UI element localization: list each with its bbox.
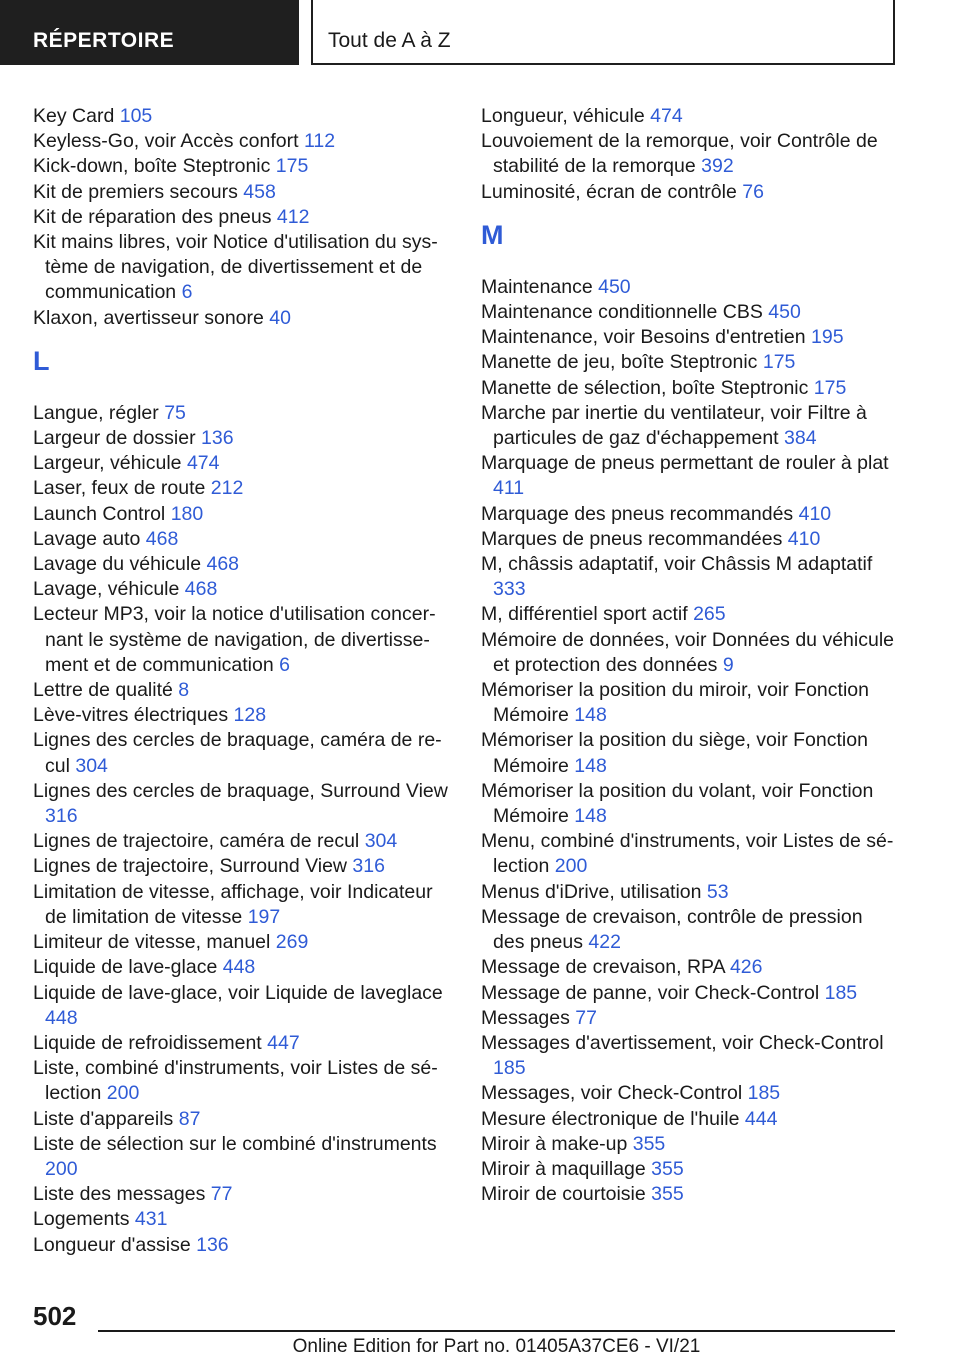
page-reference-link[interactable]: 431 <box>134 1208 168 1231</box>
index-entry-text: Kit de réparation des pneus <box>33 205 272 228</box>
index-entry-text: Lettre de qualité <box>33 679 173 702</box>
index-entry <box>481 552 899 602</box>
index-entry <box>33 129 451 154</box>
index-entry <box>481 180 899 205</box>
page-reference-link[interactable]: 40 <box>269 306 291 329</box>
index-entry <box>33 1207 451 1232</box>
index-entry-text: Marques de pneus recommandées <box>481 527 783 550</box>
index-entry-text: Laser, feux de route <box>33 477 206 500</box>
index-entry <box>33 180 451 205</box>
page-reference-link[interactable]: 200 <box>554 855 588 878</box>
index-entry <box>481 905 899 955</box>
page-reference-link[interactable]: 200 <box>45 1157 78 1180</box>
page-reference-link[interactable]: 185 <box>824 981 858 1004</box>
index-entry <box>481 728 899 778</box>
page-reference-link[interactable]: 185 <box>747 1082 781 1105</box>
index-entry <box>33 779 451 829</box>
index-entry-text: Liquide de lave-glace, voir Liquide de laveglace <box>33 981 443 1004</box>
index-entry-text: Liquide de refroidissement <box>33 1031 262 1054</box>
page-reference-link[interactable]: 304 <box>75 754 108 777</box>
page-reference-link[interactable]: 412 <box>276 205 310 228</box>
page-reference-link[interactable]: 87 <box>178 1107 201 1130</box>
index-entry <box>33 1182 451 1207</box>
index-entry <box>481 1132 899 1157</box>
index-entry-text: Messages, voir Check-Control <box>481 1082 743 1105</box>
page-reference-link[interactable]: 53 <box>706 880 729 903</box>
page-reference-link[interactable]: 77 <box>575 1006 597 1029</box>
index-entry-text: Message de crevaison, RPA <box>481 956 725 979</box>
index-entry <box>481 628 899 678</box>
page-reference-link[interactable]: 148 <box>574 754 607 777</box>
page-reference-link[interactable]: 450 <box>598 275 631 298</box>
page-reference-link[interactable]: 148 <box>574 704 607 727</box>
index-entry <box>33 306 451 331</box>
index-entry-text: Miroir de courtoisie <box>481 1183 646 1206</box>
index-entry-text: Logements <box>33 1208 130 1231</box>
index-entry <box>33 476 451 501</box>
index-entry-text: Keyless-Go, voir Accès confort <box>33 130 299 153</box>
index-entry-text: Mémoriser la position du miroir, voir Fonction Mémoire <box>481 679 869 727</box>
index-entry <box>481 104 899 129</box>
section-tab: RÉPERTOIRE <box>0 0 299 65</box>
index-entry <box>481 1006 899 1031</box>
page-reference-link[interactable]: 333 <box>493 578 526 601</box>
page-reference-link[interactable]: 410 <box>787 527 821 550</box>
index-entry-text: Liste des messages <box>33 1183 206 1206</box>
index-entry <box>481 779 899 829</box>
index-entry-text: Maintenance conditionnelle CBS <box>481 301 763 324</box>
page-reference-link[interactable]: 448 <box>45 1006 78 1029</box>
page-reference-link[interactable]: 200 <box>106 1082 140 1105</box>
index-entry-text: Marquage des pneus recommandés <box>481 502 794 525</box>
index-entry <box>33 1056 451 1106</box>
page-number: 502 <box>33 1301 77 1331</box>
page-reference-link[interactable]: 426 <box>729 956 763 979</box>
index-entry-text: Messages <box>481 1006 570 1029</box>
index-entry-text: Liste, combiné d'instruments, voir Listes de sélection <box>33 1057 438 1105</box>
index-entry <box>33 981 451 1031</box>
index-letter-heading: L <box>33 345 50 376</box>
page-reference-link[interactable]: 355 <box>651 1157 684 1180</box>
page-reference-link[interactable]: 316 <box>45 805 78 828</box>
index-entry-text: M, châssis adaptatif, voir Châssis M adaptatif <box>481 553 873 576</box>
page-reference-link[interactable]: 474 <box>650 105 683 127</box>
index-entry-text: Maintenance <box>481 275 593 298</box>
page-reference-link[interactable]: 422 <box>588 931 621 954</box>
index-entry-text: Mesure électronique de l'huile <box>481 1107 740 1130</box>
index-entry <box>481 602 899 627</box>
page-reference-link[interactable]: 6 <box>279 653 290 676</box>
index-entry-text: Lavage auto <box>33 527 141 550</box>
page-reference-link[interactable]: 76 <box>742 180 764 203</box>
index-entry-text: Kit de premiers secours <box>33 180 238 203</box>
index-entry-text: Manette de jeu, boîte Steptronic <box>481 351 758 374</box>
index-entry <box>481 275 899 300</box>
index-entry-text: Message de panne, voir Check-Control <box>481 981 820 1004</box>
index-entry <box>33 205 451 230</box>
index-entry <box>33 1107 451 1132</box>
index-entry-text: Mémoire de données, voir Données du véhicule et protection des données <box>481 628 894 676</box>
index-entry <box>33 1132 451 1182</box>
index-entry-text: Key Card <box>33 105 115 127</box>
index-entry <box>481 1157 899 1182</box>
page-reference-link[interactable]: 384 <box>784 427 817 450</box>
index-entry-text: Lavage du véhicule <box>33 553 202 576</box>
index-entry-text: Longueur, véhicule <box>481 105 645 127</box>
index-entry <box>481 1031 899 1081</box>
index-entry-text: Langue, régler <box>33 401 159 424</box>
page-reference-link[interactable]: 316 <box>352 855 385 878</box>
index-entry-text: Liste de sélection sur le combiné d'instruments <box>33 1132 437 1155</box>
page-reference-link[interactable]: 175 <box>813 376 847 399</box>
index-entry <box>33 401 451 426</box>
index-entry <box>33 955 451 980</box>
index-entry-text: Klaxon, avertisseur sonore <box>33 306 264 329</box>
index-entry-text: Limitation de vitesse, affichage, voir Indicateur de limitation de vitesse <box>33 880 433 928</box>
index-entry <box>481 1107 899 1132</box>
index-letter-heading: M <box>481 219 504 250</box>
page-reference-link[interactable]: 180 <box>170 502 204 525</box>
index-entry <box>33 527 451 552</box>
index-entry <box>481 829 899 879</box>
page-reference-link[interactable]: 77 <box>210 1183 233 1206</box>
page-reference-link[interactable]: 195 <box>811 326 844 349</box>
index-entry-text: Launch Control <box>33 502 166 525</box>
page-reference-link[interactable]: 6 <box>181 281 193 304</box>
index-entry-text: Liste d'appareils <box>33 1107 174 1130</box>
page-reference-link[interactable]: 410 <box>798 502 832 525</box>
index-entry-text: Miroir à make-up <box>481 1132 628 1155</box>
page-reference-link[interactable]: 212 <box>210 477 244 500</box>
index-entry <box>33 1031 451 1056</box>
index-entry-text: Message de crevaison, contrôle de pression des pneus <box>481 905 863 954</box>
page-reference-link[interactable]: 265 <box>693 603 726 626</box>
index-entry-text: Lecteur MP3, voir la notice d'utilisation concernant le système de navigation, de divertissement et de communication <box>33 603 436 676</box>
index-column-left <box>33 104 451 1258</box>
index-entry-text: Lignes de trajectoire, caméra de recul <box>33 830 360 853</box>
page-reference-link[interactable]: 185 <box>493 1057 526 1080</box>
index-entry-text: Menus d'iDrive, utilisation <box>481 880 702 903</box>
index-entry <box>481 300 899 325</box>
index-entry <box>33 678 451 703</box>
index-entry-text: Mémoriser la position du volant, voir Fonction Mémoire <box>481 779 874 828</box>
page-reference-link[interactable]: 175 <box>275 155 309 178</box>
index-entry <box>481 955 899 980</box>
index-entry <box>481 129 899 179</box>
index-entry-text: Messages d'avertissement, voir Check-Control <box>481 1031 884 1054</box>
index-entry <box>481 1182 899 1207</box>
page-reference-link[interactable]: 355 <box>651 1183 684 1206</box>
index-entry <box>33 104 451 129</box>
index-entry <box>33 426 451 451</box>
index-entry-text: Menu, combiné d'instruments, voir Listes de sélection <box>481 830 894 878</box>
page-reference-link[interactable]: 448 <box>222 956 256 979</box>
index-entry <box>481 502 899 527</box>
page-reference-link[interactable]: 411 <box>493 477 525 500</box>
index-entry <box>33 880 451 930</box>
index-entry-text: Largeur de dossier <box>33 427 196 450</box>
index-entry-text: Manette de sélection, boîte Steptronic <box>481 376 809 399</box>
index-entry <box>481 880 899 905</box>
index-entry-text: Liquide de lave-glace <box>33 956 218 979</box>
index-entry <box>33 451 451 476</box>
index-entry <box>481 376 899 401</box>
page-reference-link[interactable]: 447 <box>267 1031 300 1054</box>
page-reference-link[interactable]: 458 <box>243 180 276 203</box>
page-reference-link[interactable]: 75 <box>164 401 186 424</box>
index-entry-text: Longueur d'assise <box>33 1233 191 1256</box>
page-reference-link[interactable]: 304 <box>364 830 398 853</box>
index-entry <box>481 350 899 375</box>
footer-edition: Online Edition for Part no. 01405A37CE6 - VI/21 <box>292 1336 701 1357</box>
index-entry-text: Lavage, véhicule <box>33 578 180 601</box>
index-entry <box>33 230 451 306</box>
page-reference-link[interactable]: 9 <box>722 653 734 676</box>
index-entry-text: Louvoiement de la remorque, voir Contrôle de stabilité de la remorque <box>481 130 878 178</box>
index-entry <box>33 930 451 955</box>
index-entry-text: Mémoriser la position du siège, voir Fonction Mémoire <box>481 729 868 777</box>
index-entry <box>481 401 899 451</box>
index-entry <box>33 728 451 778</box>
index-entry <box>481 527 899 552</box>
index-entry <box>33 854 451 879</box>
page-reference-link[interactable]: 148 <box>574 805 607 828</box>
page-reference-link[interactable]: 105 <box>119 105 153 127</box>
page-reference-link[interactable]: 128 <box>233 704 267 727</box>
page-reference-link[interactable]: 269 <box>275 931 309 954</box>
page-reference-link[interactable]: 112 <box>303 130 336 153</box>
index-entry <box>33 703 451 728</box>
page-reference-link[interactable]: 175 <box>762 351 796 374</box>
page-reference-link[interactable]: 392 <box>701 155 734 178</box>
index-entry <box>33 602 451 678</box>
index-entry <box>481 325 899 350</box>
index-entry <box>33 577 451 602</box>
index-entry-text: Lignes de trajectoire, Surround View <box>33 855 347 878</box>
page-reference-link[interactable]: 444 <box>744 1107 778 1130</box>
footer-divider <box>98 1330 895 1332</box>
index-entry-text: Kick-down, boîte Steptronic <box>33 155 271 178</box>
page-reference-link[interactable]: 450 <box>768 301 801 324</box>
index-entry <box>33 154 451 179</box>
index-entry-text: Miroir à maquillage <box>481 1157 646 1180</box>
page-reference-link[interactable]: 136 <box>196 1233 229 1256</box>
index-entry-text: M, différentiel sport actif <box>481 603 688 626</box>
page-reference-link[interactable]: 355 <box>632 1132 666 1155</box>
page-reference-link[interactable]: 474 <box>186 452 220 475</box>
section-subtitle: Tout de A à Z <box>311 0 895 65</box>
index-entry <box>33 552 451 577</box>
index-entry-text: Largeur, véhicule <box>33 452 182 475</box>
index-entry-text: Lève-vitres électriques <box>33 704 229 727</box>
index-entry <box>33 829 451 854</box>
index-entry-text: Kit mains libres, voir Notice d'utilisation du système de navigation, de divertissement et de communication <box>33 231 438 304</box>
page-reference-link[interactable]: 197 <box>247 905 281 928</box>
index-entry <box>33 502 451 527</box>
index-entry-text: Lignes des cercles de braquage, caméra de recul <box>33 729 442 777</box>
index-entry <box>481 678 899 728</box>
index-entry-text: Limiteur de vitesse, manuel <box>33 931 271 954</box>
index-entry-text: Marche par inertie du ventilateur, voir Filtre à particules de gaz d'échappement <box>481 401 867 450</box>
page-reference-link[interactable]: 468 <box>184 578 218 601</box>
index-entry-text: Luminosité, écran de contrôle <box>481 180 737 203</box>
page-reference-link[interactable]: 8 <box>178 679 190 702</box>
page-reference-link[interactable]: 468 <box>145 527 179 550</box>
index-entry <box>481 1081 899 1106</box>
page-reference-link[interactable]: 136 <box>201 427 234 450</box>
index-entry <box>481 981 899 1006</box>
index-entry-text: Maintenance, voir Besoins d'entretien <box>481 326 806 349</box>
index-entry <box>481 451 899 501</box>
index-entry-text: Lignes des cercles de braquage, Surround View <box>33 779 448 802</box>
index-column-right <box>481 104 899 1207</box>
index-entry-text: Marquage de pneus permettant de rouler à plat <box>481 452 889 475</box>
index-entry <box>33 1233 451 1258</box>
page-reference-link[interactable]: 468 <box>206 553 240 576</box>
